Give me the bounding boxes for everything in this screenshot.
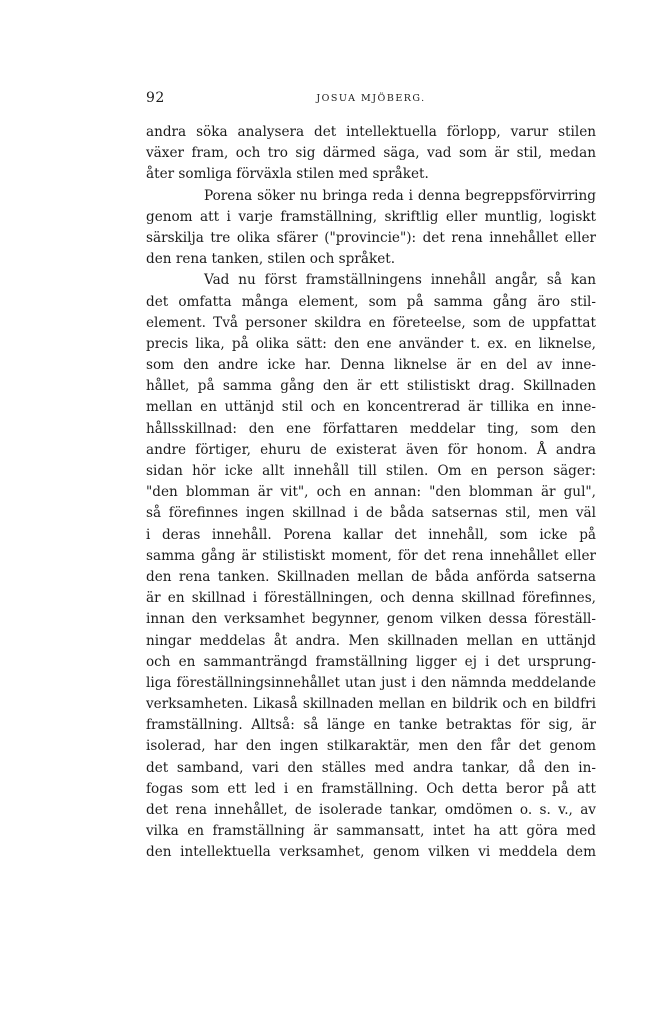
page-number: 92 xyxy=(146,90,165,106)
text-line: ningar meddelas åt andra. Men skillnaden mellan en uttänjd xyxy=(146,632,596,649)
text-line: vilka en framställning är sammansatt, intet ha att göra med xyxy=(146,823,596,840)
body-text xyxy=(146,122,596,864)
page-header xyxy=(146,90,596,112)
text-line: andra söka analysera det intellektuella förlopp, varur stilen xyxy=(146,124,596,140)
text-line: isolerad, har den ingen stilkaraktär, men den får det genom xyxy=(146,738,596,755)
text-line: är en skillnad i föreställningen, och denna skillnad förefinnes, xyxy=(146,590,596,607)
text-line: fogas som ett led i en framställning. Och detta beror på att xyxy=(146,780,596,797)
text-line: verksamheten. Likaså skillnaden mellan en bildrik och en bildfri xyxy=(146,696,596,713)
text-line: i deras innehåll. Porena kallar det innehåll, som icke på xyxy=(146,526,596,543)
text-line: framställning. Alltså: så länge en tanke betraktas för sig, är xyxy=(146,717,596,734)
text-line: åter somliga förväxla stilen med språket. xyxy=(146,166,429,183)
text-line: andre förtiger, ehuru de existerat även för honom. Å andra xyxy=(146,441,596,458)
text-line: innan den verksamhet begynner, genom vilken dessa föreställ- xyxy=(146,611,596,628)
text-line: det rena innehållet, de isolerade tankar, omdömen o. s. v., av xyxy=(146,802,596,818)
text-line: som den andre icke har. Denna liknelse är en del av inne- xyxy=(146,357,596,374)
text-line: element. Två personer skildra en företeelse, som de uppfattat xyxy=(146,314,596,331)
text-line: det samband, vari den ställes med andra tankar, då den in- xyxy=(146,759,596,776)
text-line: precis lika, på olika sätt: den ene använder t. ex. en liknelse, xyxy=(146,335,596,352)
text-line: hållet, på samma gång den är ett stilistiskt drag. Skillnaden xyxy=(146,378,596,395)
text-line: genom att i varje framställning, skriftlig eller muntlig, logiskt xyxy=(146,208,596,225)
text-line: liga föreställningsinnehållet utan just i den nämnda meddelande xyxy=(146,674,596,691)
text-line: särskilja tre olika sfärer ("provincie"): det rena innehållet eller xyxy=(146,229,596,246)
text-line: "den blomman är vit", och en annan: "den blomman är gul", xyxy=(146,484,596,501)
text-line: Vad nu först framställningens innehåll angår, så kan xyxy=(204,272,596,289)
text-line: hållsskillnad: den ene författaren meddelar ting, som den xyxy=(146,420,596,437)
text-line: samma gång är stilistiskt moment, för det rena innehållet eller xyxy=(146,547,596,564)
text-line: mellan en uttänjd stil och en koncentrerad är tillika en inne- xyxy=(146,399,596,416)
text-line: och en sammanträngd framställning ligger ej i det ursprung- xyxy=(146,653,596,670)
text-line: växer fram, och tro sig därmed säga, vad som är stil, medan xyxy=(146,145,596,162)
text-line: den intellektuella verksamhet, genom vilken vi meddela dem xyxy=(146,844,596,861)
text-line: den rena tanken. Skillnaden mellan de båda anförda satserna xyxy=(146,568,596,585)
text-line: sidan hör icke allt innehåll till stilen. Om en person säger: xyxy=(146,463,596,479)
text-line: det omfatta många element, som på samma gång äro stil- xyxy=(146,293,596,310)
text-line: så förefinnes ingen skillnad i de båda satsernas stil, men väl xyxy=(146,505,596,522)
running-title: JOSUA MJÖBERG. xyxy=(316,93,426,104)
text-line: Porena söker nu bringa reda i denna begreppsförvirring xyxy=(204,187,596,204)
text-line: den rena tanken, stilen och språket. xyxy=(146,251,396,268)
